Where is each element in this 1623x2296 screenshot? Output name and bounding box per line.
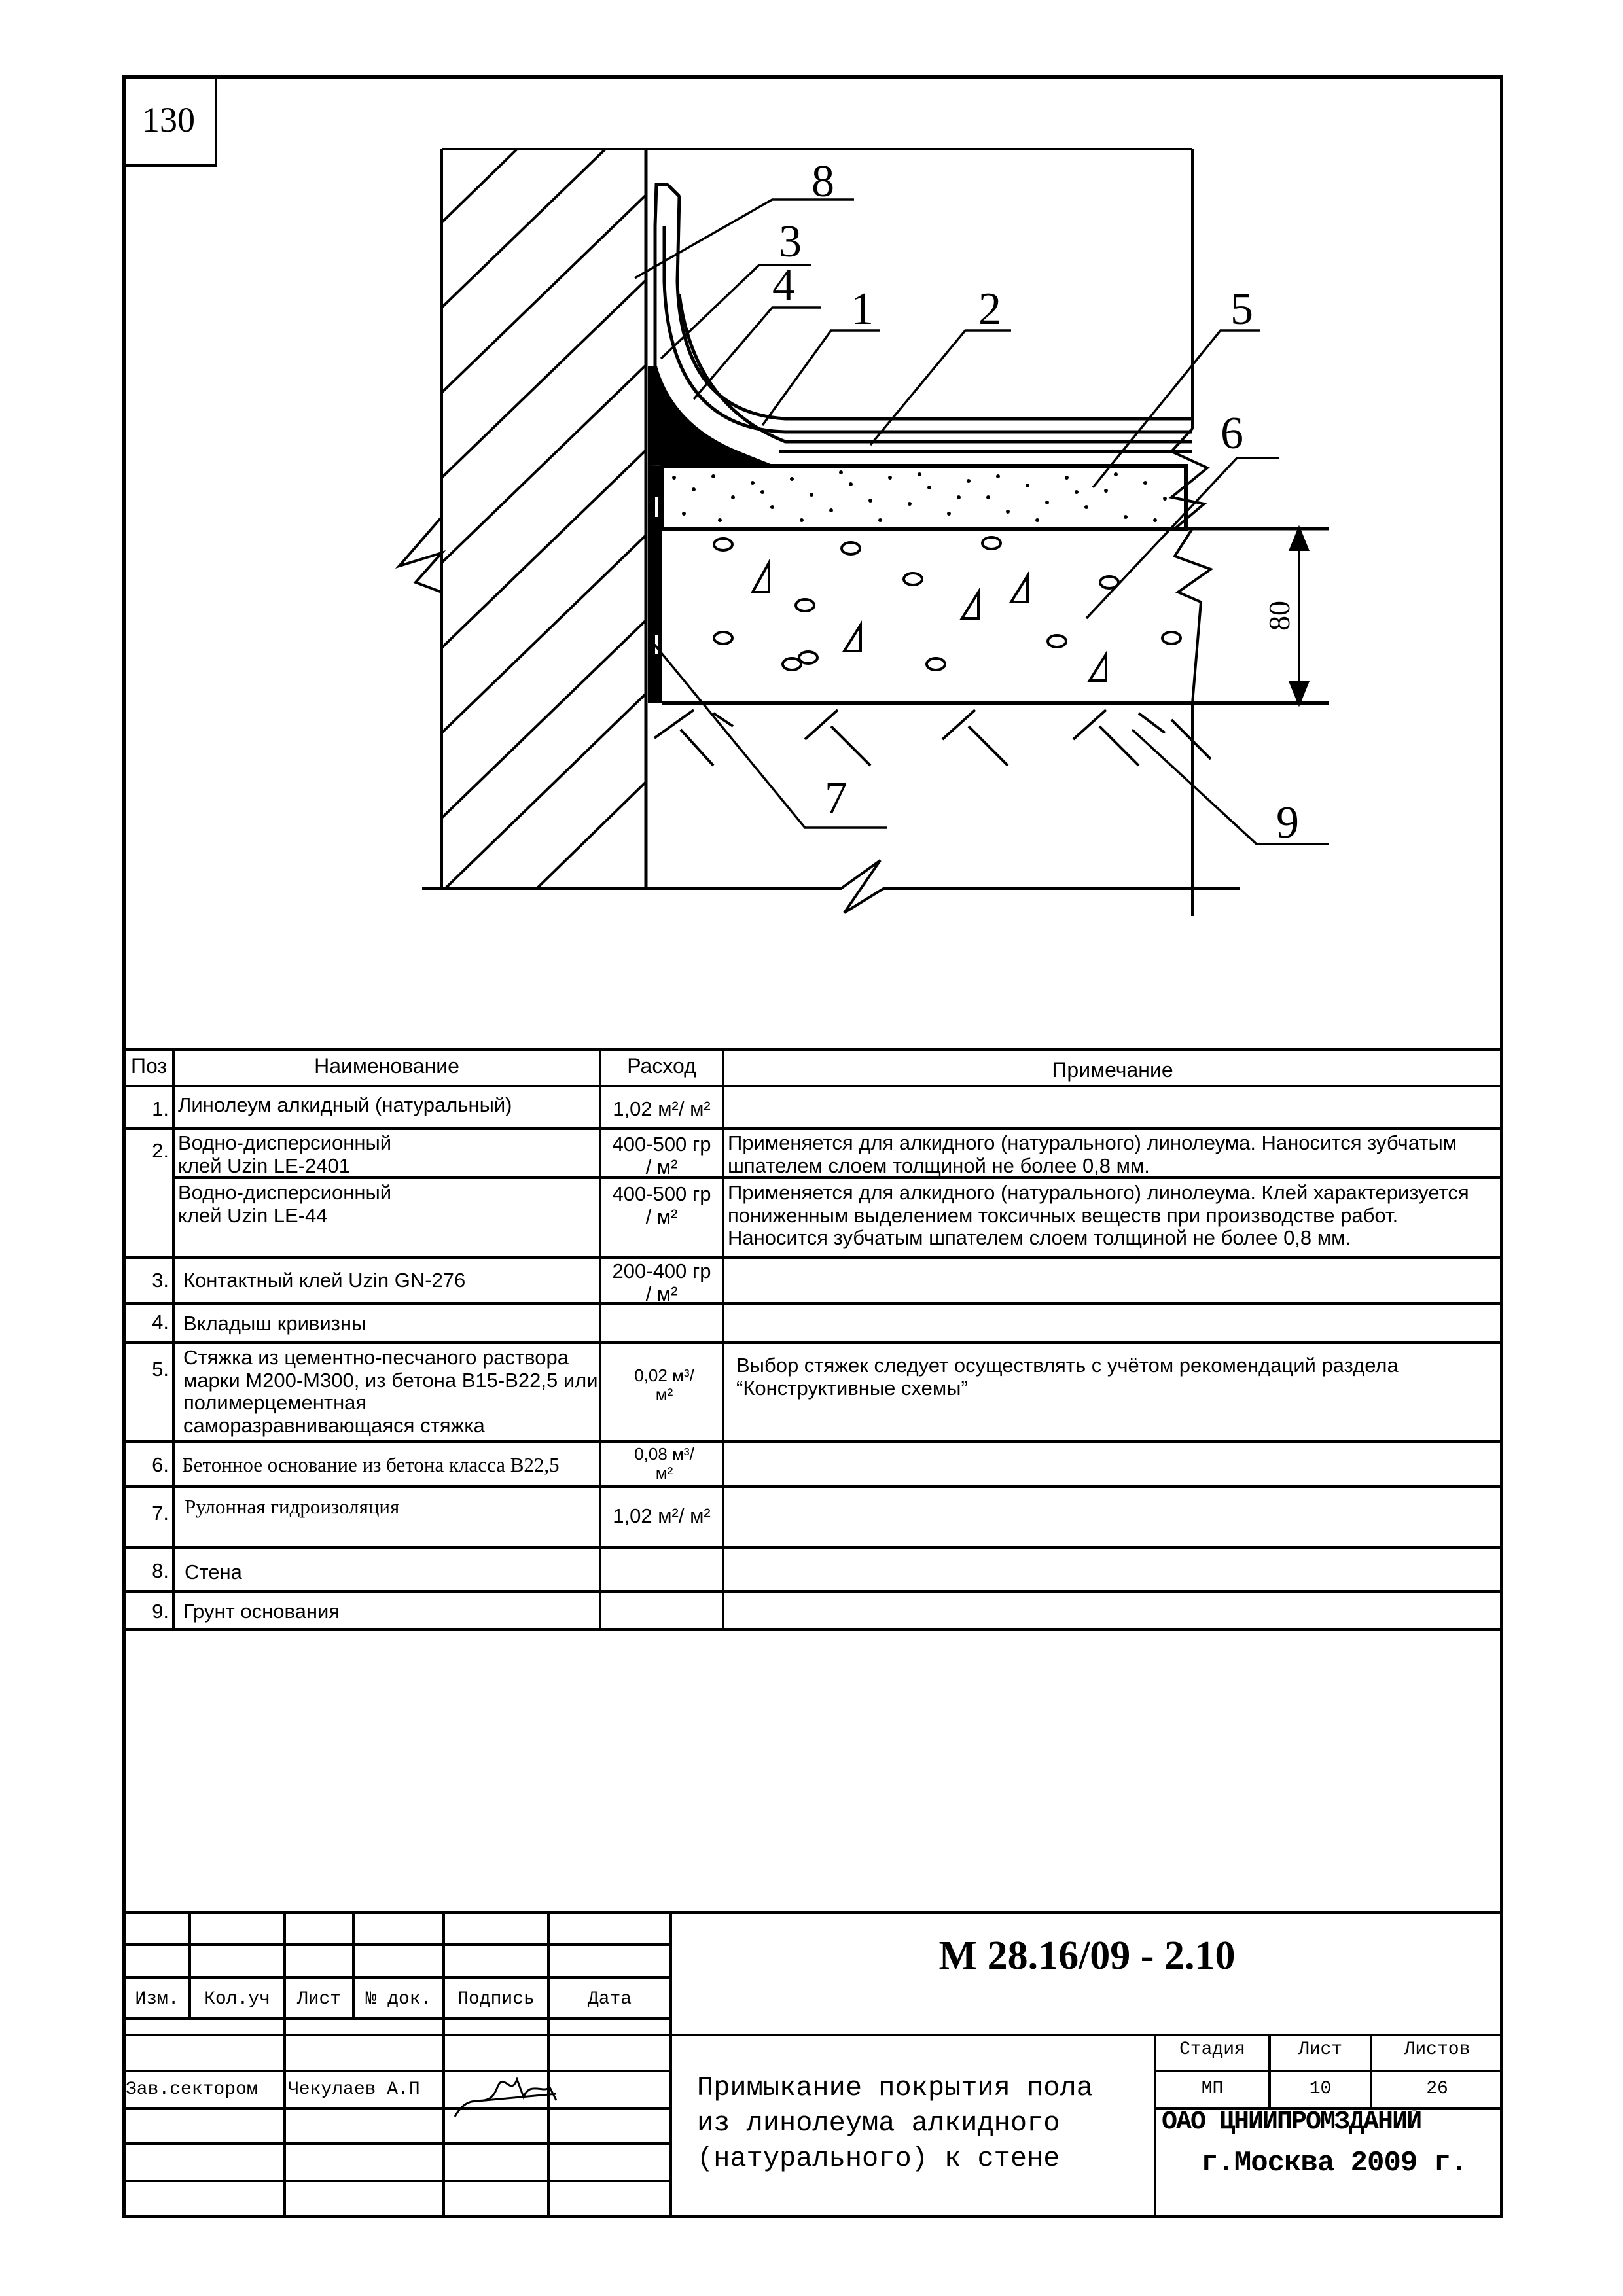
row-5-consumption: 0,02 м³/ м² [634, 1366, 694, 1405]
row-2b-note: Применяется для алкидного (натурального) линолеума. Клей характеризуется пониженным выделением токсичных веществ при производстве работ. Наносится зубчатым шпателем слоем толщиной не более 0,8 мм. [728, 1182, 1469, 1250]
rev-header-sheet: Лист [296, 1989, 342, 2009]
rev-header-qty: Кол.уч [204, 1989, 270, 2009]
row-8-name: Стена [185, 1561, 242, 1583]
callout-8: 8 [812, 156, 834, 207]
city-year: г.Москва 2009 г. [1201, 2147, 1467, 2180]
row-1-consumption: 1,02 м²/ м² [613, 1098, 711, 1120]
sheets-value: 26 [1426, 2079, 1448, 2099]
linoleum-cove [655, 185, 1192, 451]
stage-header: Стадия [1179, 2040, 1245, 2060]
row-7-name: Рулонная гидроизоляция [185, 1496, 400, 1518]
row-2-consumption: 400-500 гр / м² [612, 1133, 711, 1178]
signature [455, 2079, 556, 2117]
row-5-note: Выбор стяжек следует осуществлять с учётом рекомендаций раздела “Конструктивные схемы” [736, 1354, 1399, 1400]
row-9-pos: 9. [152, 1600, 169, 1623]
callout-2: 2 [978, 284, 1001, 334]
row-3-pos: 3. [152, 1269, 169, 1292]
sheet-number: 130 [122, 75, 217, 167]
waterproofing [648, 466, 662, 703]
row-4-name: Вкладыш кривизны [183, 1313, 366, 1335]
callout-7: 7 [825, 773, 847, 823]
rev-header-change: Изм. [135, 1989, 179, 2009]
row-1-name: Линолеум алкидный (натуральный) [178, 1094, 512, 1116]
row-2b-name: Водно-дисперсионный клей Uzin LE-44 [178, 1182, 392, 1227]
row-2-name: Водно-дисперсионный клей Uzin LE-2401 [178, 1132, 392, 1177]
dimension-text: 80 [1262, 601, 1296, 631]
person-name: Чекулаев А.П [288, 2079, 420, 2100]
row-7-consumption: 1,02 м²/ м² [613, 1505, 711, 1527]
row-6-name: Бетонное основание из бетона класса В22,5 [182, 1454, 560, 1476]
callout-1: 1 [851, 284, 874, 334]
header-name: Наименование [314, 1055, 459, 1078]
row-6-consumption: 0,08 м³/ м² [634, 1445, 694, 1483]
row-7-pos: 7. [152, 1502, 169, 1525]
organization: ОАО ЦНИИПРОМЗДАНИЙ [1162, 2108, 1421, 2137]
stage-value: МП [1201, 2079, 1224, 2099]
row-1-pos: 1. [152, 1098, 169, 1120]
row-4-pos: 4. [152, 1311, 169, 1333]
drawing-code: М 28.16/09 - 2.10 [938, 1934, 1236, 1978]
row-9-name: Грунт основания [183, 1600, 340, 1623]
callout-3: 3 [779, 217, 802, 267]
row-8-pos: 8. [152, 1560, 169, 1582]
sheets-header: Листов [1404, 2040, 1471, 2060]
rev-header-doc: № док. [365, 1989, 432, 2009]
row-2-pos: 2. [152, 1140, 169, 1162]
header-consumption: Расход [627, 1055, 696, 1078]
rev-header-date: Дата [587, 1989, 632, 2009]
row-5-pos: 5. [152, 1358, 169, 1381]
position-label: Зав.сектором [126, 2079, 258, 2100]
concrete-base [662, 529, 1329, 703]
row-2b-consumption: 400-500 гр / м² [612, 1183, 711, 1228]
header-pos: Поз [130, 1055, 168, 1078]
callout-4: 4 [772, 260, 795, 310]
row-2-note: Применяется для алкидного (натурального) линолеума. Наносится зубчатым шпателем слоем толщиной не более 0,8 мм. [728, 1132, 1457, 1177]
sheet-value: 10 [1309, 2079, 1332, 2099]
sheet-header: Лист [1298, 2040, 1343, 2060]
ground-hatching [654, 710, 1211, 766]
header-note: Примечание [1052, 1059, 1173, 1082]
row-6-pos: 6. [152, 1454, 169, 1476]
callout-6: 6 [1221, 408, 1243, 459]
row-3-name: Контактный клей Uzin GN-276 [183, 1269, 466, 1292]
screed-layer [662, 466, 1186, 529]
row-5-name: Стяжка из цементно-песчаного раствора марки М200-М300, из бетона В15-В22,5 или полимерцементная саморазравнивающаяся стяжка [183, 1347, 598, 1438]
rev-header-sign: Подпись [457, 1989, 535, 2009]
callout-9: 9 [1276, 798, 1299, 848]
callout-5: 5 [1230, 284, 1253, 334]
row-3-consumption: 200-400 гр / м² [612, 1260, 711, 1305]
drawing-title: Примыкание покрытия пола из линолеума алкидного (натурального) к стене [697, 2072, 1093, 2174]
wall-hatching [442, 149, 646, 889]
